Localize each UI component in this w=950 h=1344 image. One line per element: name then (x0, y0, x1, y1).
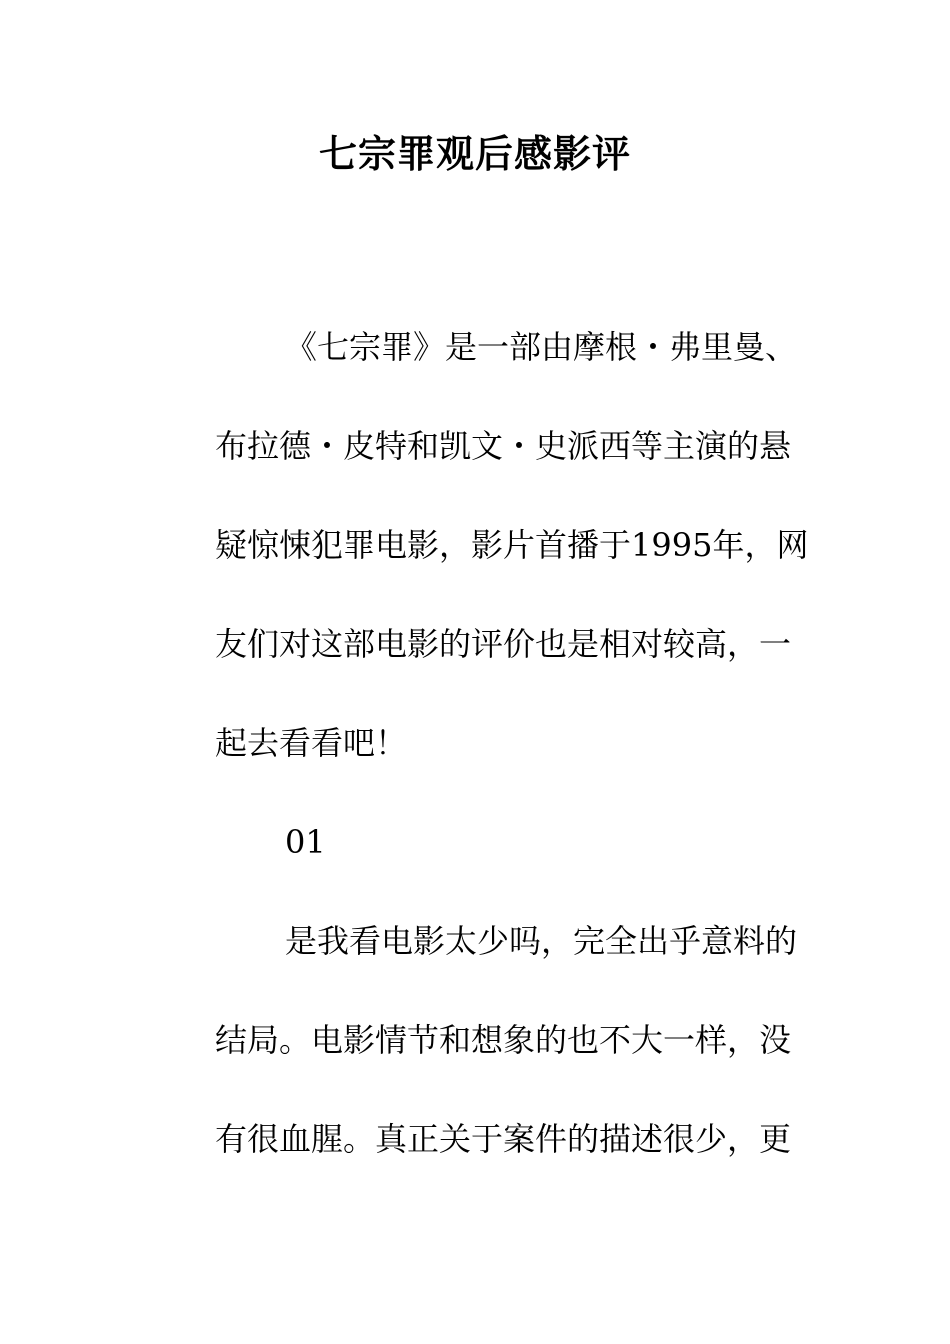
text-line: 结局。电影情节和想象的也不大一样，没 (215, 1021, 792, 1059)
text-line: 是我看电影太少吗，完全出乎意料的 (285, 922, 798, 960)
review-paragraph (145, 892, 805, 1189)
text-line: 有很血腥。真正关于案件的描述很少，更 (215, 1120, 792, 1158)
section-heading: 01 (285, 823, 326, 861)
section-number (145, 793, 805, 892)
text-line: 友们对这部电影的评价也是相对较高，一 (215, 625, 792, 663)
text-line: 《七宗罪》是一部由摩根・弗里曼、 (285, 328, 798, 366)
text-line: 疑惊悚犯罪电影，影片首播于1995年，网 (215, 526, 809, 564)
document-title: 七宗罪观后感影评 (318, 131, 631, 176)
intro-paragraph (145, 298, 809, 793)
text-line: 布拉德・皮特和凯文・史派西等主演的悬 (215, 427, 792, 465)
text-line: 起去看看吧！ (215, 724, 408, 762)
document-body (145, 298, 809, 1189)
